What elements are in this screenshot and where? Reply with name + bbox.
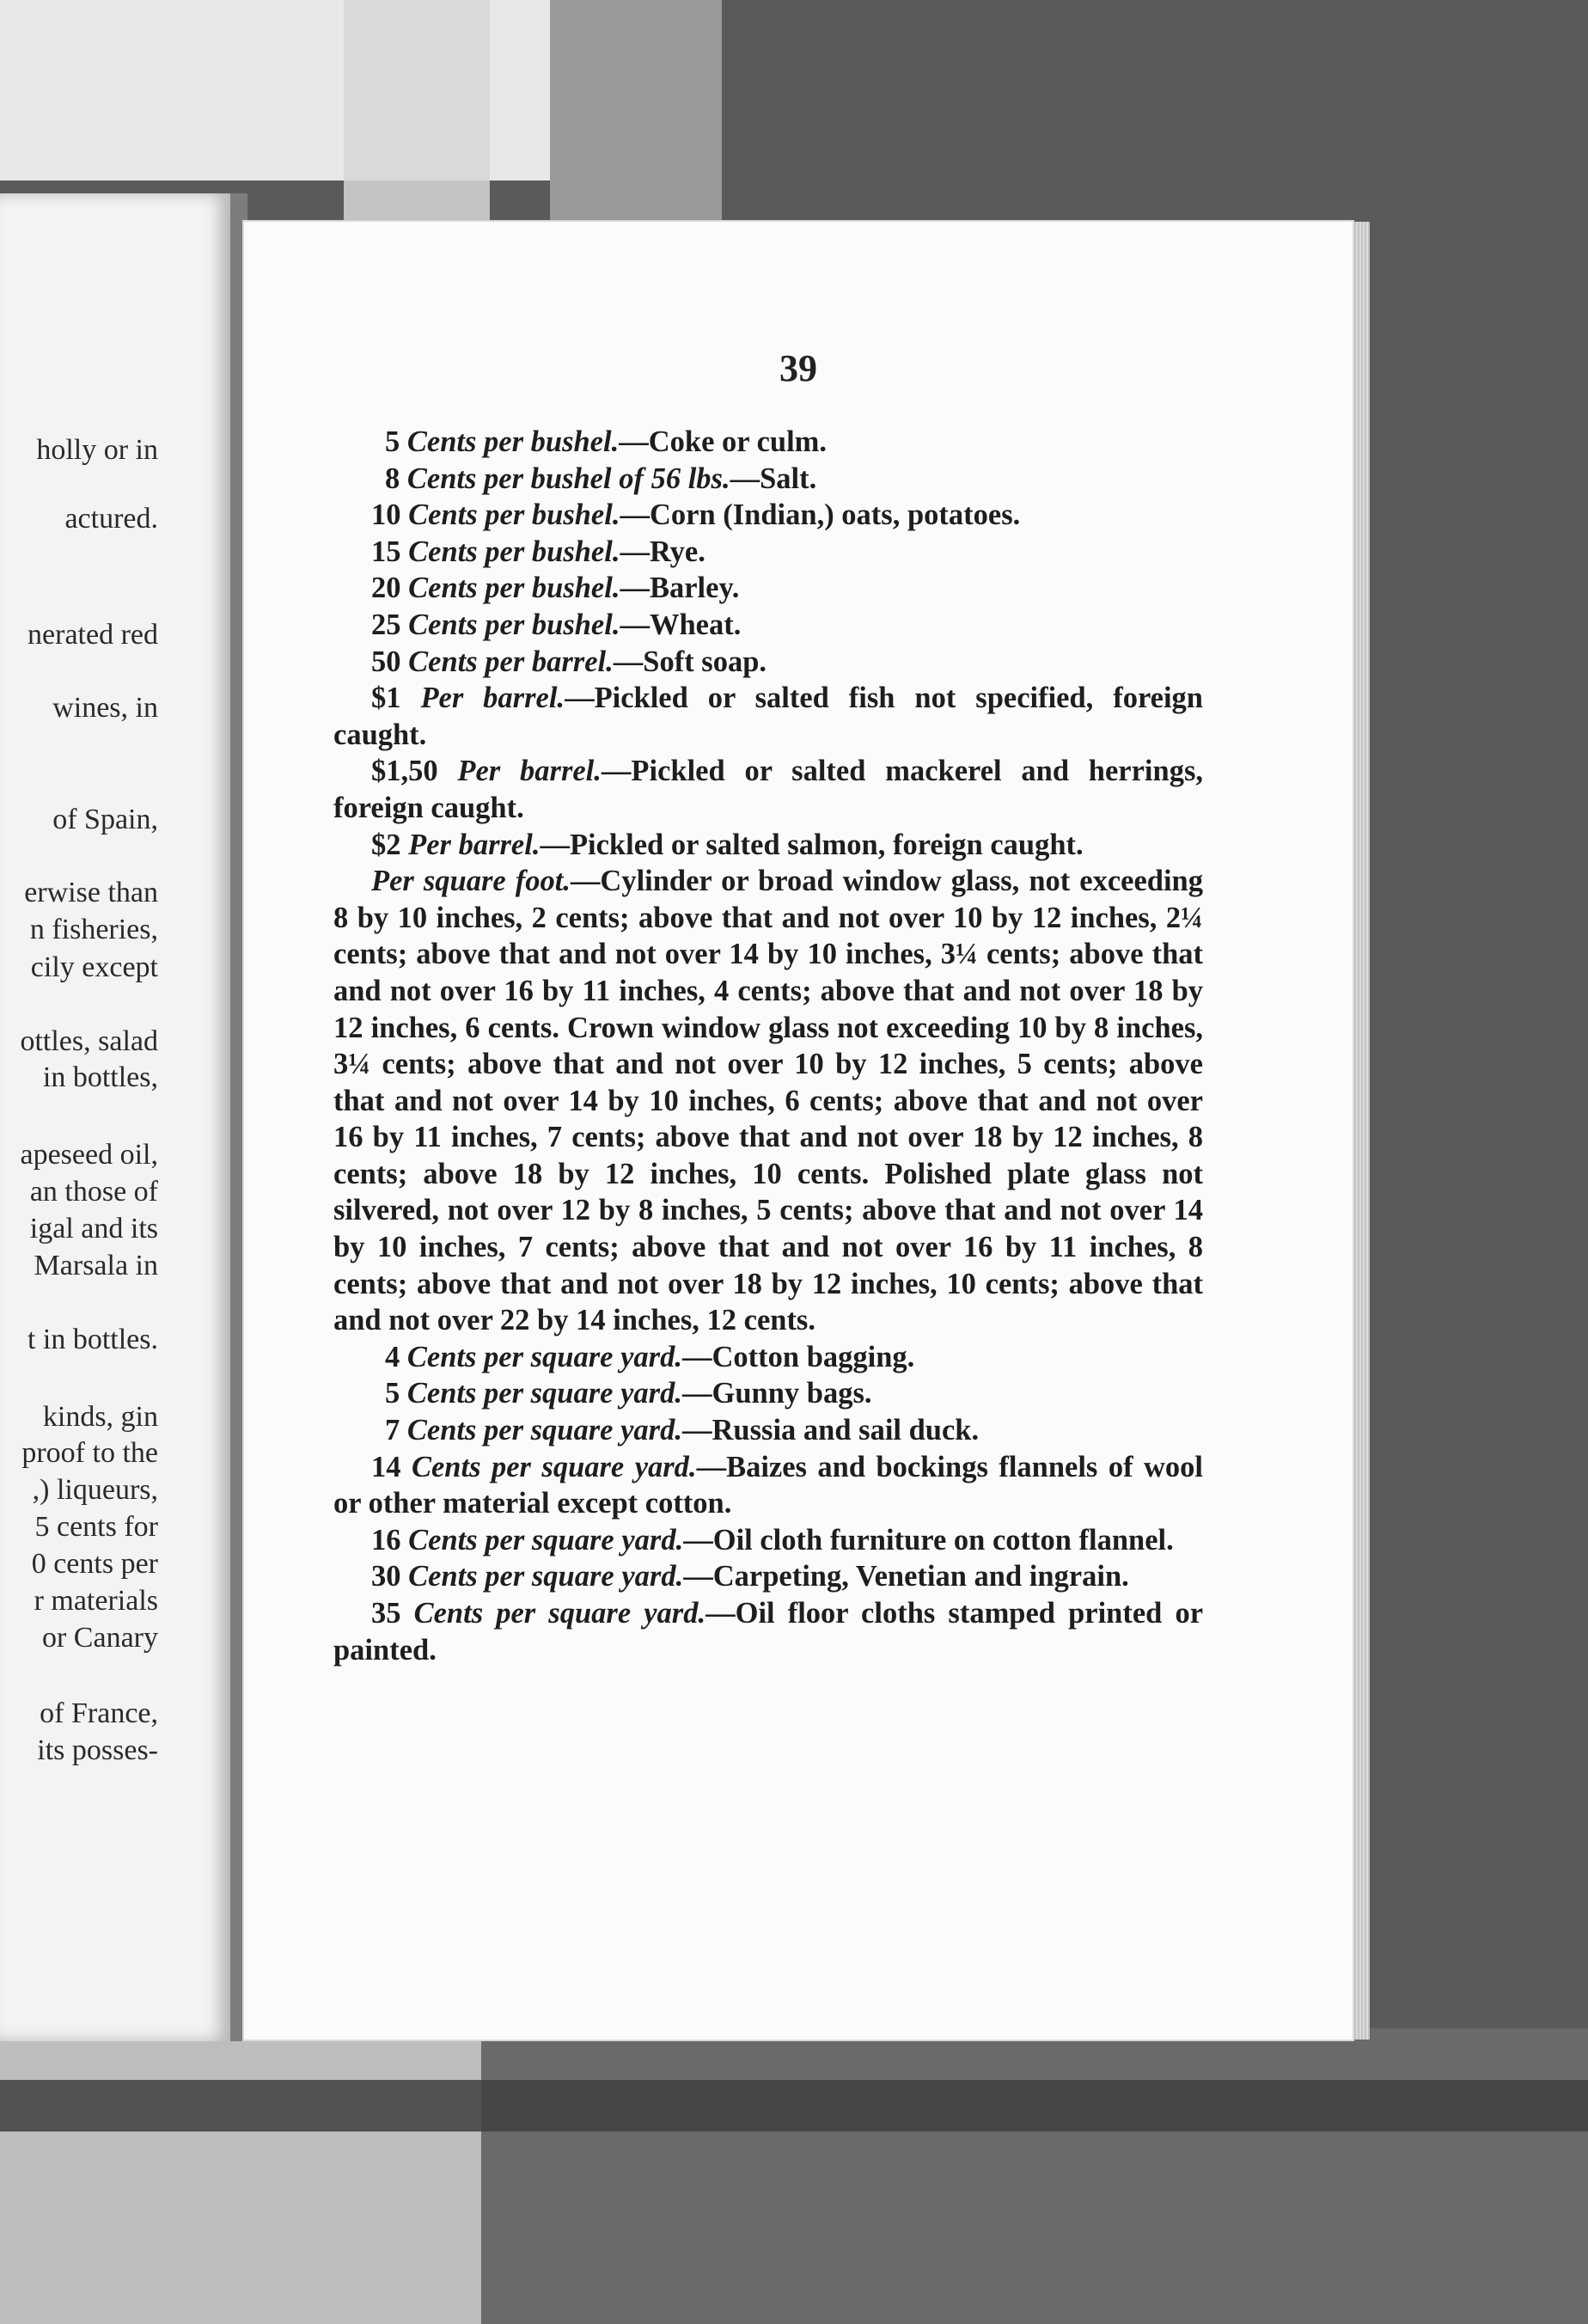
entry-rate-amount: 16 — [371, 1523, 401, 1556]
entry-rate-unit: Cents per bushel. — [408, 498, 620, 532]
entry-rate-amount: 30 — [371, 1560, 401, 1593]
entry-rate-unit: Cents per barrel. — [408, 645, 614, 678]
facing-page-line: an those of — [29, 1176, 158, 1208]
facing-page-line: its posses- — [37, 1734, 158, 1766]
entry-text: —Cylinder or broad window glass, not exceeding 8 by 10 inches, 2 cents; above that and not over 10 by 12 inches, 2¼ cents; above that and not over 14 by 10 inches, 3¼ cents; above that and not over 16 by 11 inches, 4 cents; above that and not over 18 by 12 inches, 6 cents. Crown window glass not exceeding 10 by 8 inches, 3¼ cents; above that and not over 10 by 12 inches, 5 cents; above that and not over 14 by 10 inches, 6 cents; above that and not over 16 by 11 inches, 7 cents; above that and not over 18 by 12 inches, 8 cents; above 18 by 12 inches, 10 cents. Polished plate glass not silvered, not over 12 by 8 inches, 5 cents; above that and not over 14 by 10 inches, 7 cents; above that and not over 16 by 11 inches, 8 cents; above that and not over 18 by 12 inches, 10 cents; above that and not over 22 by 14 inches, 12 cents. — [333, 865, 1203, 1337]
entry-rate-amount: $1,50 — [371, 755, 438, 788]
book-page — [244, 222, 1353, 2040]
entry-rate-unit: Cents per square yard. — [408, 1560, 684, 1593]
entry-text: —Gunny bags. — [681, 1377, 872, 1410]
facing-page-line: of Spain, — [52, 804, 158, 835]
tariff-entry — [333, 753, 1203, 826]
facing-page-line: holly or in — [36, 434, 158, 466]
entry-rate-amount: 20 — [371, 572, 401, 605]
entry-text: —Coke or culm. — [619, 425, 828, 458]
entry-rate-amount: 4 — [385, 1340, 400, 1373]
entry-rate-amount: $1 — [371, 682, 401, 715]
tariff-entry — [333, 644, 1203, 681]
entry-rate-amount: 50 — [371, 645, 401, 678]
facing-page-line: t in bottles. — [27, 1324, 158, 1355]
entry-rate-amount: 5 — [385, 1377, 400, 1410]
entry-rate-amount: $2 — [371, 828, 401, 861]
entry-text: —Carpeting, Venetian and ingrain. — [683, 1560, 1129, 1593]
entry-rate-amount: 35 — [371, 1597, 401, 1630]
tariff-text-block — [333, 424, 1203, 1668]
facing-page-line: Marsala in — [34, 1250, 158, 1281]
facing-page-line: igal and its — [29, 1213, 158, 1245]
facing-page-line: nerated red — [27, 619, 158, 651]
entry-text: —Pickled or salted fish not specified, foreign caught. — [333, 682, 1203, 751]
facing-page-line: cily except — [30, 951, 158, 983]
tariff-entry — [333, 424, 1203, 461]
entry-text: —Pickled or salted salmon, foreign caught. — [540, 828, 1084, 861]
facing-page-line: n fisheries, — [29, 914, 158, 945]
tariff-entry — [333, 461, 1203, 498]
entry-rate-amount: 14 — [371, 1450, 401, 1483]
entry-rate-unit: Cents per square yard. — [406, 1340, 682, 1373]
entry-text: —Baizes and bockings flannels of wool or other material except cotton. — [333, 1450, 1204, 1520]
entry-rate-unit: Cents per square yard. — [411, 1450, 697, 1483]
entry-rate-unit: Per barrel. — [457, 755, 602, 788]
entry-rate-unit: Cents per bushel of 56 lbs. — [406, 462, 730, 495]
facing-page-line: proof to the — [21, 1437, 158, 1469]
tariff-entry — [333, 534, 1203, 571]
entry-text: —Cotton bagging. — [681, 1340, 915, 1373]
tariff-entry — [333, 827, 1203, 864]
facing-page-line: wines, in — [52, 692, 158, 724]
tariff-entry — [333, 1449, 1203, 1522]
background-surface — [550, 0, 722, 223]
page-edge — [1353, 222, 1370, 2040]
entry-rate-unit: Per barrel. — [408, 828, 541, 861]
background-surface — [0, 2028, 481, 2324]
tariff-entry — [333, 607, 1203, 644]
tariff-entry — [333, 1522, 1203, 1559]
tariff-entry — [333, 497, 1203, 534]
entry-rate-unit: Cents per bushel. — [408, 535, 620, 568]
tariff-entry — [333, 1375, 1203, 1412]
entry-text: —Barley. — [620, 572, 740, 605]
entry-rate-amount: 25 — [371, 608, 401, 641]
entry-rate-amount: 15 — [371, 535, 401, 568]
tariff-entry — [333, 1412, 1203, 1449]
entry-rate-unit: Per barrel. — [420, 682, 565, 715]
entry-text: —Corn (Indian,) oats, potatoes. — [620, 498, 1021, 532]
entry-text: —Wheat. — [620, 608, 742, 641]
facing-page-line: 5 cents for — [34, 1511, 158, 1543]
binding-strap — [0, 2080, 1588, 2131]
entry-text: —Pickled or salted mackerel and herrings, foreign caught. — [333, 755, 1203, 824]
page-number: 39 — [779, 347, 817, 389]
facing-page-line: ottles, salad — [20, 1025, 158, 1057]
entry-text: —Oil cloth furniture on cotton flannel. — [683, 1523, 1174, 1556]
facing-page-line: ,) liqueurs, — [32, 1474, 158, 1506]
entry-rate-unit: Cents per bushel. — [406, 425, 620, 458]
facing-page-line: r materials — [34, 1585, 158, 1617]
entry-rate-unit: Cents per square yard. — [406, 1377, 682, 1410]
entry-text: —Salt. — [730, 462, 817, 495]
facing-page — [0, 193, 230, 2041]
facing-page-line: apeseed oil, — [20, 1139, 158, 1171]
entry-text: —Oil floor cloths stamped printed or painted. — [333, 1597, 1204, 1667]
entry-text: —Rye. — [620, 535, 705, 568]
facing-page-line: in bottles, — [42, 1061, 158, 1093]
entry-rate-amount: 7 — [385, 1414, 400, 1447]
entry-text: —Soft soap. — [613, 645, 767, 678]
entry-text: —Russia and sail duck. — [681, 1414, 980, 1447]
tariff-entry — [333, 1595, 1203, 1668]
tariff-entry — [333, 680, 1203, 753]
facing-page-line: of France, — [40, 1697, 158, 1729]
entry-rate-amount: 10 — [371, 498, 401, 532]
entry-rate-unit: Cents per square yard. — [413, 1597, 706, 1630]
entry-rate-unit: Cents per square yard. — [408, 1523, 684, 1556]
entry-rate-amount: 8 — [385, 462, 400, 495]
entry-rate-amount: 5 — [385, 425, 400, 458]
entry-rate-unit: Cents per bushel. — [408, 572, 620, 605]
tariff-entry — [333, 1339, 1203, 1376]
tariff-entry — [333, 863, 1203, 1339]
facing-page-line: erwise than — [24, 877, 158, 908]
facing-page-line: 0 cents per — [31, 1548, 158, 1580]
facing-page-line: kinds, gin — [42, 1401, 158, 1433]
entry-rate-unit: Per square foot. — [371, 865, 571, 898]
tariff-entry — [333, 570, 1203, 607]
entry-rate-unit: Cents per bushel. — [408, 608, 620, 641]
facing-page-line: or Canary — [41, 1622, 158, 1654]
facing-page-line: actured. — [64, 503, 158, 535]
tariff-entry — [333, 1558, 1203, 1595]
entry-rate-unit: Cents per square yard. — [406, 1414, 682, 1447]
